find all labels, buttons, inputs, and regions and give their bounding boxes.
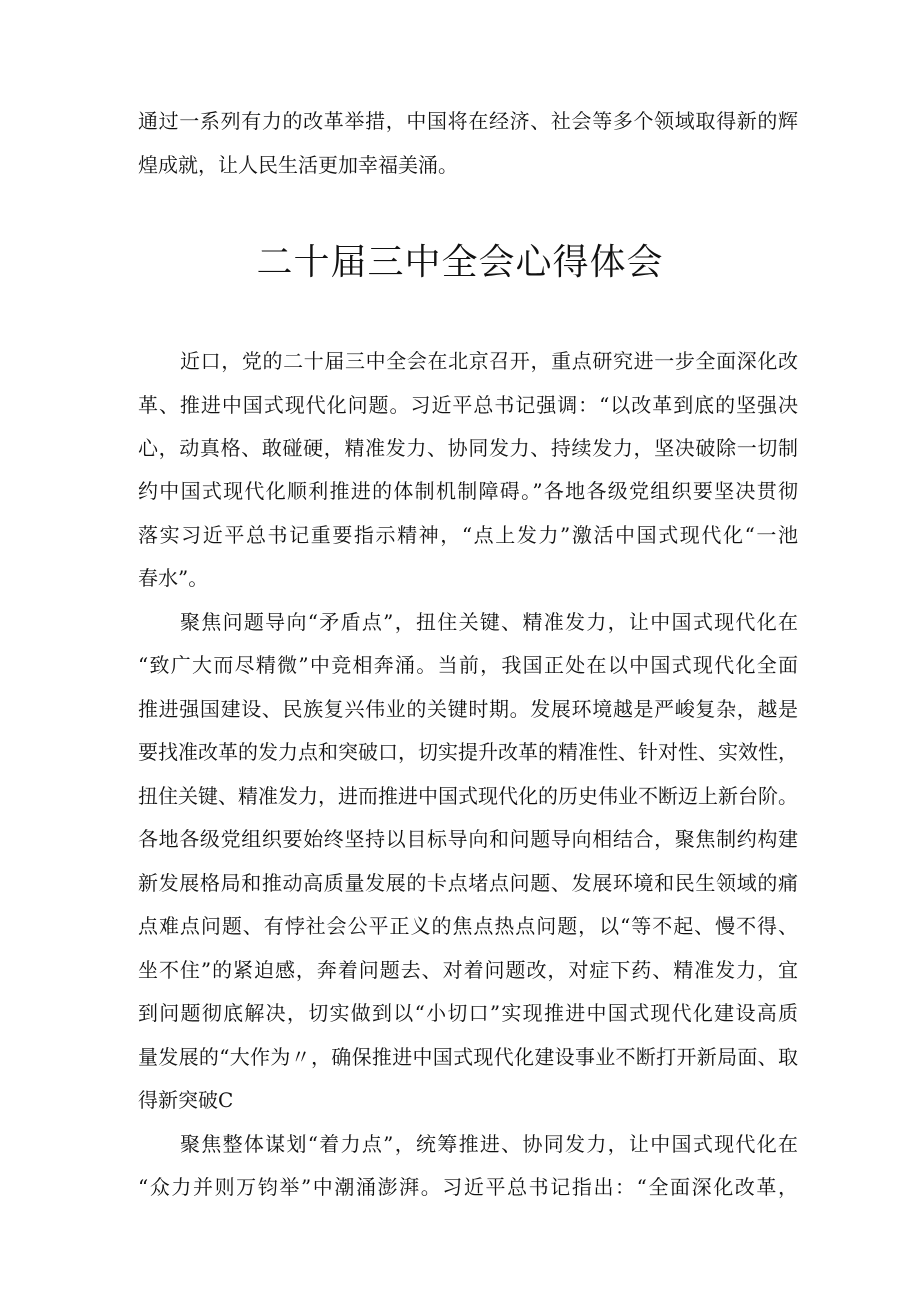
text-line: 量发展的“大作为〃，确保推进中国式现代化建设事业不断打开新局面、取 <box>138 1045 798 1069</box>
text-line: 约中国式现代化顺利推进的体制机制障碍。”各地各级党组织要坚决贯彻 <box>138 479 798 503</box>
document-title: 二十届三中全会心得体会 <box>256 242 664 283</box>
text-line: 扭住关键、精准发力，进而推进中国式现代化的历史伟业不断迈上新台阶。 <box>138 784 798 808</box>
text-line: 煌成就，让人民生活更加幸福美涌。 <box>138 153 458 177</box>
text-line: 通过一系列有力的改革举措，中国将在经济、社会等多个领域取得新的辉 <box>138 109 798 133</box>
text-line: 心，动真格、敢碰硬，精准发力、协同发力、持续发力，坚决破除一切制 <box>138 436 798 460</box>
text-line: 点难点问题、有悖社会公平正义的焦点热点问题，以“等不起、慢不得、 <box>138 914 798 938</box>
text-line: 得新突破C <box>138 1088 234 1112</box>
text-line: 新发展格局和推动高质量发展的卡点堵点问题、发展环境和民生领域的痛 <box>138 871 798 895</box>
text-line: 推进强国建设、民族复兴伟业的关键时期。发展环境越是严峻复杂，越是 <box>138 697 798 721</box>
text-line: 革、推进中国式现代化问题。习近平总书记强调：“以改革到底的坚强决 <box>138 393 798 417</box>
text-line: 到问题彻底解决，切实做到以“小切口”实现推进中国式现代化建设高质 <box>138 1001 798 1025</box>
text-line: “致广大而尽精微”中竞相奔涌。当前，我国正处在以中国式现代化全面 <box>138 653 798 677</box>
text-line: 聚焦问题导向“矛盾点”，扭住关键、精准发力，让中国式现代化在 <box>180 610 798 634</box>
text-line: 坐不住”的紧迫感，奔着问题去、对着问题改，对症下药、精准发力，宜 <box>138 958 798 982</box>
text-line: 近口，党的二十届三中全会在北京召开，重点研究进一步全面深化改 <box>180 349 798 373</box>
text-line: 各地各级党组织要始终坚持以目标导向和问题导向相结合，聚焦制约构建 <box>138 827 798 851</box>
text-line: 要找准改革的发力点和突破口，切实提升改革的精准性、针对性、实效性， <box>138 740 798 764</box>
text-line: 聚焦整体谋划“着力点”，统筹推进、协同发力，让中国式现代化在 <box>180 1132 798 1156</box>
text-line: “众力并则万钧举”中潮涌澎湃。习近平总书记指出：“全面深化改革， <box>138 1175 798 1199</box>
text-line: 春水”。 <box>138 566 209 590</box>
text-line: 落实习近平总书记重要指示精神，“点上发力”激活中国式现代化“一池 <box>138 523 798 547</box>
